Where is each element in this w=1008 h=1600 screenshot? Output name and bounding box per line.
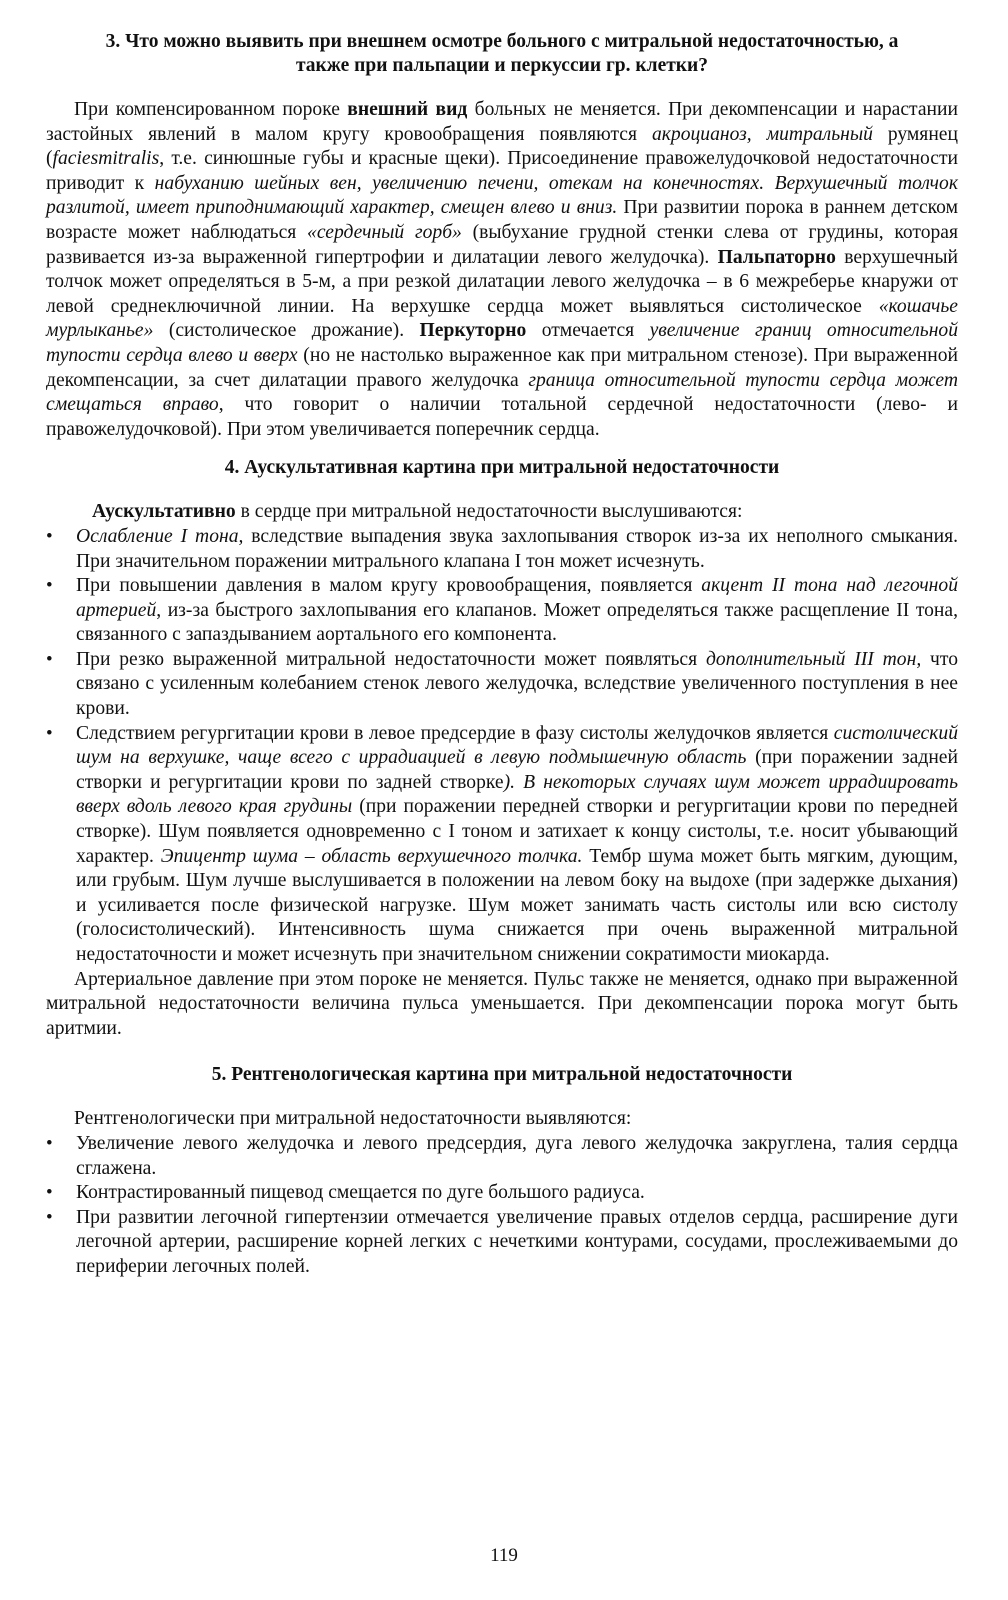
document-page — [46, 30, 958, 1280]
section-3-text-run: (выбухание грудной стенки слева от грудины, которая развивается из-за выраженной гипертрофии и дилатации левого желудочка). — [46, 221, 959, 268]
section-3-text-run: румянец ( — [46, 123, 958, 170]
section-3-heading-line-2: также при пальпации и перкуссии гр. клетки? — [295, 55, 709, 76]
section-4-bullet-list — [46, 525, 958, 968]
list-item: • Контрастированный пищевод смещается по дуге большого радиуса. — [46, 1181, 958, 1206]
section-3-text-run: набуханию шейных вен, увеличению печени, отекам на конечностях. Верхушечный толчок разлитой, имеет приподнимающий характер, смещен влево и вниз. — [46, 172, 958, 219]
section-3-text-run: граница относительной тупости сердца может смещаться вправо — [46, 369, 958, 416]
section-4-item-text-run: Эпицентр шума – область верхушечного толчка. — [160, 845, 583, 867]
list-item — [46, 525, 958, 574]
list-item: • При развитии легочной гипертензии отмечается увеличение правых отделов сердца, расширение дуги легочной артерии, расширение корней легких с нечеткими контурами, сосудами, прослеживаемыми до периферии легочных полей. — [46, 1206, 958, 1280]
section-3-heading — [46, 30, 958, 78]
section-4-item-text-run: акцент II тона над легочной артерией — [76, 575, 958, 621]
section-5-intro: Рентгенологически при митральной недостаточности выявляются: — [74, 1108, 632, 1130]
list-item — [46, 722, 958, 968]
section-4-item-text-run: Ослабление I тона, — [76, 525, 244, 547]
list-item — [46, 574, 958, 648]
section-4-intro-text-run: в сердце при митральной недостаточности выслушиваются: — [235, 501, 743, 523]
page-number: 119 — [490, 1545, 518, 1566]
section-3-text-run: «сердечный горб» — [307, 221, 462, 243]
section-3-text-run: При развитии порока в раннем детском возрасте может наблюдаться — [46, 197, 958, 243]
section-3-text-run: , т.е. синюшные губы и красные щеки). Присоединение правожелудочковой недостаточности приводит к — [46, 148, 958, 194]
section-4-item-text-run: (при поражении передней створки и регургитации крови по передней створке). Шум появляется одновременно с I тоном и затихает к концу систолы, т.е. носит убывающий характер. — [76, 796, 958, 867]
section-3-text-run: , что говорит о наличии тотальной сердечной недостаточности (лево- и правожелудочковой). При этом увеличивается поперечник сердца. — [46, 394, 958, 440]
section-4-heading: 4. Аускультативная картина при митральной недостаточности — [224, 457, 780, 479]
section-4-item-text-run: Следствием регургитации крови в левое предсердие в фазу систолы желудочков является — [76, 722, 834, 744]
section-3-text-run: Пальпаторно — [717, 246, 836, 268]
section-3-text-run: больных не меняется. При декомпенсации и нарастании застойных явлений в малом кругу кровообращения появляются — [46, 99, 959, 145]
section-4-item-text-run: систолический шум на верхушке, чаще всего с иррадиацией в левую подмышечную область — [76, 722, 958, 769]
list-item: • Увеличение левого желудочка и левого предсердия, дуга левого желудочка закруглена, талия сердца сглажена. — [46, 1132, 958, 1181]
section-3-heading-line-1: 3. Что можно выявить при внешнем осмотре больного с митральной недостаточностью, а — [105, 31, 899, 52]
section-4-item-text-run: Тембр шума может быть мягким, дующим, или грубым. Шум лучше выслушивается в положении на левом боку на выдохе (при задержке дыхания) и усиливается после физической нагрузке. Шум может занимать часть систолы или всю систолу (голосистолический). Интенсивность шума снижается при очень выраженной митральной недостаточности и может исчезнуть при значительном снижении сократимости миокарда. — [76, 845, 959, 965]
section-4-item-text-run: (при поражении задней створки и регургитации крови по задней створке — [76, 747, 958, 793]
section-3-text-run: отмечается — [526, 320, 650, 342]
section-3-text-run: Перкуторно — [419, 320, 527, 342]
section-4-item-text-run: ). В некоторых случаях шум может иррадиировать вверх вдоль левого края грудины — [76, 771, 958, 818]
section-4-item-text-run: , из-за быстрого захлопывания его клапанов. Может определяться также расщепление II тона, связанного с запаздыванием аортального его компонента. — [76, 599, 958, 646]
section-4-intro-text-run: Аускультативно — [92, 501, 236, 523]
section-5-bullet-list — [46, 1132, 958, 1280]
section-4-item-text-run: При повышении давления в малом кругу кровообращения, появляется — [76, 575, 702, 597]
section-3-paragraph — [46, 98, 958, 442]
section-3-text-run: акроцианоз, митральный — [651, 123, 873, 145]
section-3-text-run: faciesmitralis — [52, 148, 160, 170]
section-3-text-run: внешний вид — [347, 99, 468, 120]
section-3-text-run: (но не настолько выраженное как при митральном стенозе). При выраженной декомпенсации, за счет дилатации правого желудочка — [46, 344, 958, 391]
list-item — [46, 648, 958, 722]
section-5-heading: 5. Рентгенологическая картина при митральной недостаточности — [211, 1064, 793, 1086]
section-3-text-run: При компенсированном пороке — [74, 99, 348, 120]
section-4-item-text-run: что связано с усиленным колебанием стенок левого желудочка, вследствие увеличенного поступления в нее крови. — [76, 648, 958, 720]
section-4-item-text-run: При резко выраженной митральной недостаточности может появляться — [76, 648, 706, 670]
section-4-closing-paragraph: Артериальное давление при этом пороке не меняется. Пульс также не меняется, однако при выраженной митральной недостаточности величина пульса уменьшается. При декомпенсации порока могут быть аритмии. — [46, 968, 958, 1039]
section-3-text-run: «кошачье мурлыканье» — [46, 295, 958, 342]
section-4-item-text-run: дополнительный III тон, — [705, 648, 922, 670]
section-3-text-run: (систолическое дрожание). — [153, 320, 420, 342]
section-4-item-text-run: вследствие выпадения звука захлопывания створок из-за их неполного смыкания. При значительном поражении митрального клапана I тон может исчезнуть. — [76, 525, 958, 572]
section-4-intro — [46, 500, 958, 525]
section-3-text-run: увеличение границ относительной тупости сердца влево и вверх — [46, 320, 959, 366]
section-3-text-run: верхушечный толчок может определяться в 5-м, а при резкой дилатации левого желудочка – в 6 межреберье кнаружи от левой среднеключичной линии. На верхушке сердца может выявляться систолическое — [46, 246, 958, 317]
